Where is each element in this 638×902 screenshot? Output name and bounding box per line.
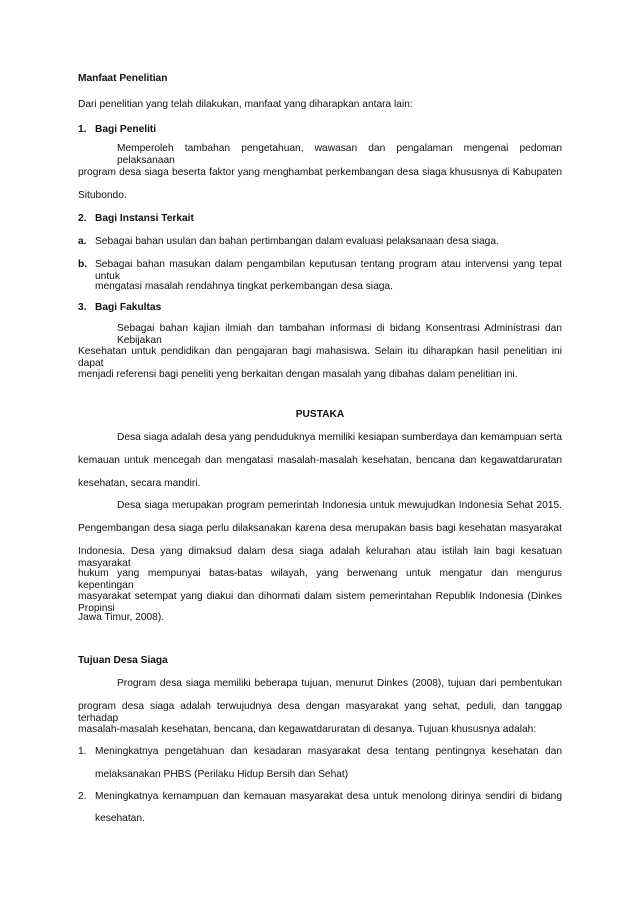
- paragraph-line: kesehatan, secara mandiri.: [78, 478, 201, 489]
- paragraph-line: masalah-masalah kesehatan, bencana, dan kegawatdaruratan di desanya. Tujuan khususnya adalah:: [78, 724, 537, 735]
- paragraph-line: Program desa siaga memiliki beberapa tujuan, menurut Dinkes (2008), tujuan dari pembentukan: [117, 678, 562, 689]
- list-item-continuation: mengatasi masalah rendahnya tingkat perkembangan desa siaga.: [95, 281, 393, 292]
- list-number: 1.: [78, 124, 87, 135]
- paragraph-line: Kesehatan untuk pendidikan dan pengajaran bagi mahasiswa. Selain itu diharapkan hasil penelitian ini dapat: [78, 346, 562, 369]
- list-item: Sebagai bahan masukan dalam pengambilan keputusan tentang program atau intervensi yang tepat untuk: [95, 259, 562, 282]
- paragraph-line: Sebagai bahan kajian ilmiah dan tambahan informasi di bidang Konsentrasi Administrasi dan Kebijakan: [117, 323, 562, 346]
- paragraph-line: program desa siaga beserta faktor yang menghambat perkembangan desa siaga khususnya di Kabupaten: [78, 167, 562, 178]
- list-number: 2.: [78, 213, 87, 224]
- list-item: Meningkatnya pengetahuan dan kesadaran masyarakat desa tentang pentingnya kesehatan dan: [95, 746, 562, 757]
- paragraph-line: Desa siaga merupakan program pemerintah Indonesia untuk mewujudkan Indonesia Sehat 2015.: [117, 500, 562, 511]
- list-item-continuation: kesehatan.: [95, 813, 145, 824]
- list-letter: b.: [78, 259, 88, 270]
- list-letter: a.: [78, 236, 87, 247]
- paragraph-line: Indonesia. Desa yang dimaksud dalam desa siaga adalah kelurahan atau istilah lain bagi kesatuan masyarakat: [78, 546, 562, 569]
- paragraph-line: program desa siaga adalah terwujudnya desa dengan masyarakat yang sehat, peduli, dan tanggap terhadap: [78, 701, 562, 724]
- intro-text: Dari penelitian yang telah dilakukan, manfaat yang diharapkan antara lain:: [78, 99, 413, 110]
- subheading-peneliti: Bagi Peneliti: [95, 124, 157, 135]
- paragraph-line: menjadi referensi bagi peneliti yeng berkaitan dengan masalah yang dibahas dalam penelitian ini.: [78, 369, 518, 380]
- list-number: 3.: [78, 302, 87, 313]
- section-heading-tujuan: Tujuan Desa Siaga: [78, 655, 168, 666]
- list-number: 1.: [78, 746, 87, 757]
- paragraph-line: kemauan untuk mencegah dan mengatasi masalah-masalah kesehatan, bencana dan kegawatdaruratan: [78, 455, 562, 466]
- list-item: Sebagai bahan usulan dan bahan pertimbangan dalam evaluasi pelaksanaan desa siaga.: [95, 236, 499, 247]
- paragraph-line: Situbondo.: [78, 190, 127, 201]
- paragraph-line: masyarakat setempat yang diakui dan dihormati dalam sistem pemerintahan Republik Indonesia (Dinkes Propinsi: [78, 591, 562, 614]
- paragraph-line: Desa siaga adalah desa yang penduduknya memiliki kesiapan sumberdaya dan kemampuan serta: [117, 432, 562, 443]
- paragraph-line: Pengembangan desa siaga perlu dilaksanakan karena desa merupakan basis bagi kesehatan masyarakat: [78, 523, 562, 534]
- subheading-instansi: Bagi Instansi Terkait: [95, 213, 194, 224]
- section-heading-manfaat: Manfaat Penelitian: [78, 73, 168, 84]
- paragraph-line: Jawa Timur, 2008).: [78, 612, 165, 623]
- subheading-fakultas: Bagi Fakultas: [95, 302, 162, 313]
- paragraph-line: Memperoleh tambahan pengetahuan, wawasan dan pengalaman mengenai pedoman pelaksanaan: [117, 143, 562, 166]
- list-item: Meningkatnya kemampuan dan kemauan masyarakat desa untuk menolong dirinya sendiri di bidang: [95, 791, 562, 802]
- section-heading-pustaka: PUSTAKA: [295, 409, 345, 420]
- paragraph-line: hukum yang mempunyai batas-batas wilayah, yang berwenang untuk mengatur dan mengurus kepentingan: [78, 568, 562, 591]
- list-item-continuation: melaksanakan PHBS (Perilaku Hidup Bersih dan Sehat): [95, 769, 349, 780]
- list-number: 2.: [78, 791, 87, 802]
